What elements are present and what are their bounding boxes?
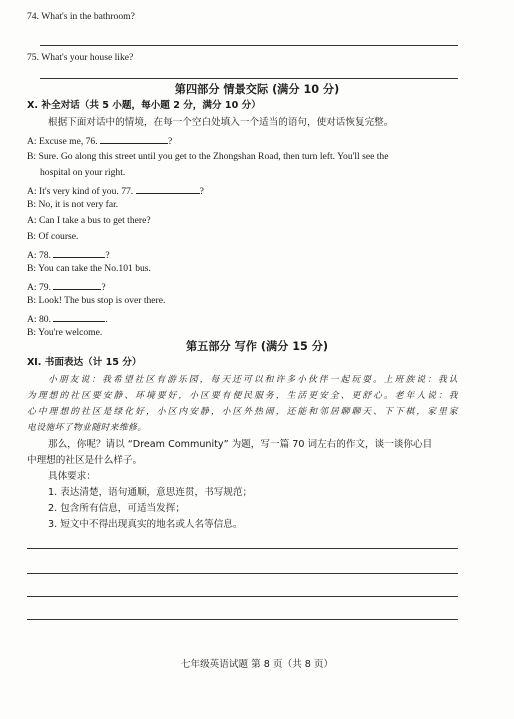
part5-heading: 第五部分 写作 (满分 15 分): [185, 340, 329, 353]
dialogue-line: [27, 232, 78, 242]
blank-77[interactable]: [136, 184, 200, 194]
speaker: B:: [27, 199, 37, 210]
dialogue-text: 78.: [39, 250, 51, 261]
speaker: A:: [27, 136, 37, 147]
blank-78[interactable]: [53, 248, 105, 258]
writing-line: [27, 619, 458, 620]
dialogue-line: [27, 296, 165, 306]
requirement-item: 1. 表达清楚，语句通顺，意思连贯，书写规范；: [48, 487, 253, 498]
handwriting-line: 心中理想的社区是绿化好，小区内安静，小区外热闹，还能和邻居聊聊天、下下棋，家里家: [27, 407, 458, 417]
handwriting-line: 电设施坏了物业随时来维修。: [27, 423, 147, 433]
dialogue-line: [27, 264, 151, 274]
blank-76[interactable]: [100, 134, 168, 144]
speaker: A:: [27, 314, 37, 325]
dialogue-end-mark: ?: [105, 250, 110, 261]
dialogue-text: You're welcome.: [38, 327, 103, 338]
writing-line: [27, 596, 458, 597]
part4-instruction: 根据下面对话中的情境，在每一个空白处填入一个适当的语句，使对话恢复完整。: [48, 117, 394, 128]
dialogue-text: Sure. Go along this street until you get to the Zhongshan Road, then turn left. You'll see the: [38, 151, 389, 162]
part4-heading: 第四部分 情景交际 (满分 10 分): [174, 83, 340, 96]
dialogue-line: [27, 216, 151, 226]
dialogue-text: 79.: [39, 282, 51, 293]
part4-section-title: Ⅹ. 补全对话（共 5 小题，每小题 2 分，满分 10 分）: [27, 100, 261, 111]
dialogue-end-mark: ?: [168, 136, 173, 147]
answer-line-74: [40, 45, 458, 46]
dialogue-line-continued: hospital on your right.: [40, 167, 126, 178]
writing-line: [27, 573, 458, 574]
dialogue-line: [27, 200, 118, 210]
writing-prompt: 那么，你呢？请以 “Dream Community” 为题，写一篇 70 词左右的作文，谈一谈你心目: [48, 439, 433, 450]
dialogue-text: Can I take a bus to get there?: [39, 215, 151, 226]
part5-section-title: Ⅺ. 书面表达（计 15 分）: [27, 357, 142, 368]
speaker: B:: [27, 263, 37, 274]
requirements-title: 具体要求：: [48, 471, 96, 482]
dialogue-line: [27, 248, 110, 261]
blank-79[interactable]: [53, 280, 101, 290]
dialogue-line: [27, 280, 106, 293]
speaker: A:: [27, 215, 37, 226]
speaker: B:: [27, 151, 37, 162]
handwriting-line: 小朋友说：我希望社区有游乐园，每天还可以和许多小伙伴一起玩耍。上班族说：我认: [48, 375, 458, 385]
blank-80[interactable]: [53, 312, 105, 322]
handwriting-line: 为理想的社区要安静、环境要好，小区要有便民服务，生活更安全、更舒心。老年人说：我: [27, 391, 458, 401]
speaker: A:: [27, 282, 37, 293]
speaker: B:: [27, 327, 37, 338]
writing-prompt-continued: 中理想的社区是什么样子。: [27, 455, 143, 466]
question-74: 74. What's in the bathroom?: [27, 11, 135, 22]
dialogue-line: [27, 312, 108, 325]
requirement-item: 2. 包含所有信息，可适当发挥；: [48, 503, 185, 514]
dialogue-text: Look! The bus stop is over there.: [38, 295, 166, 306]
speaker: B:: [27, 295, 37, 306]
dialogue-end-mark: .: [105, 314, 108, 325]
speaker: A:: [27, 186, 37, 197]
dialogue-end-mark: ?: [199, 186, 204, 197]
dialogue-line: [27, 184, 204, 197]
question-75: 75. What's your house like?: [27, 52, 134, 63]
page-footer: 七年级英语试题 第 8 页（共 8 页）: [180, 659, 334, 670]
requirement-item: 3. 短文中不得出现真实的地名或人名等信息。: [48, 519, 243, 530]
dialogue-text: It's very kind of you. 77.: [39, 186, 134, 197]
dialogue-text: Of course.: [38, 231, 79, 242]
dialogue-text: No, it is not very far.: [38, 199, 119, 210]
dialogue-line: [27, 328, 102, 338]
dialogue-line: [27, 134, 172, 147]
dialogue-text: 80.: [39, 314, 51, 325]
speaker: B:: [27, 231, 37, 242]
dialogue-text: Excuse me, 76.: [39, 136, 98, 147]
dialogue-line: [27, 152, 388, 162]
dialogue-end-mark: ?: [101, 282, 106, 293]
answer-line-75: [40, 78, 458, 79]
writing-line: [27, 548, 458, 549]
dialogue-text: You can take the No.101 bus.: [38, 263, 151, 274]
speaker: A:: [27, 250, 37, 261]
